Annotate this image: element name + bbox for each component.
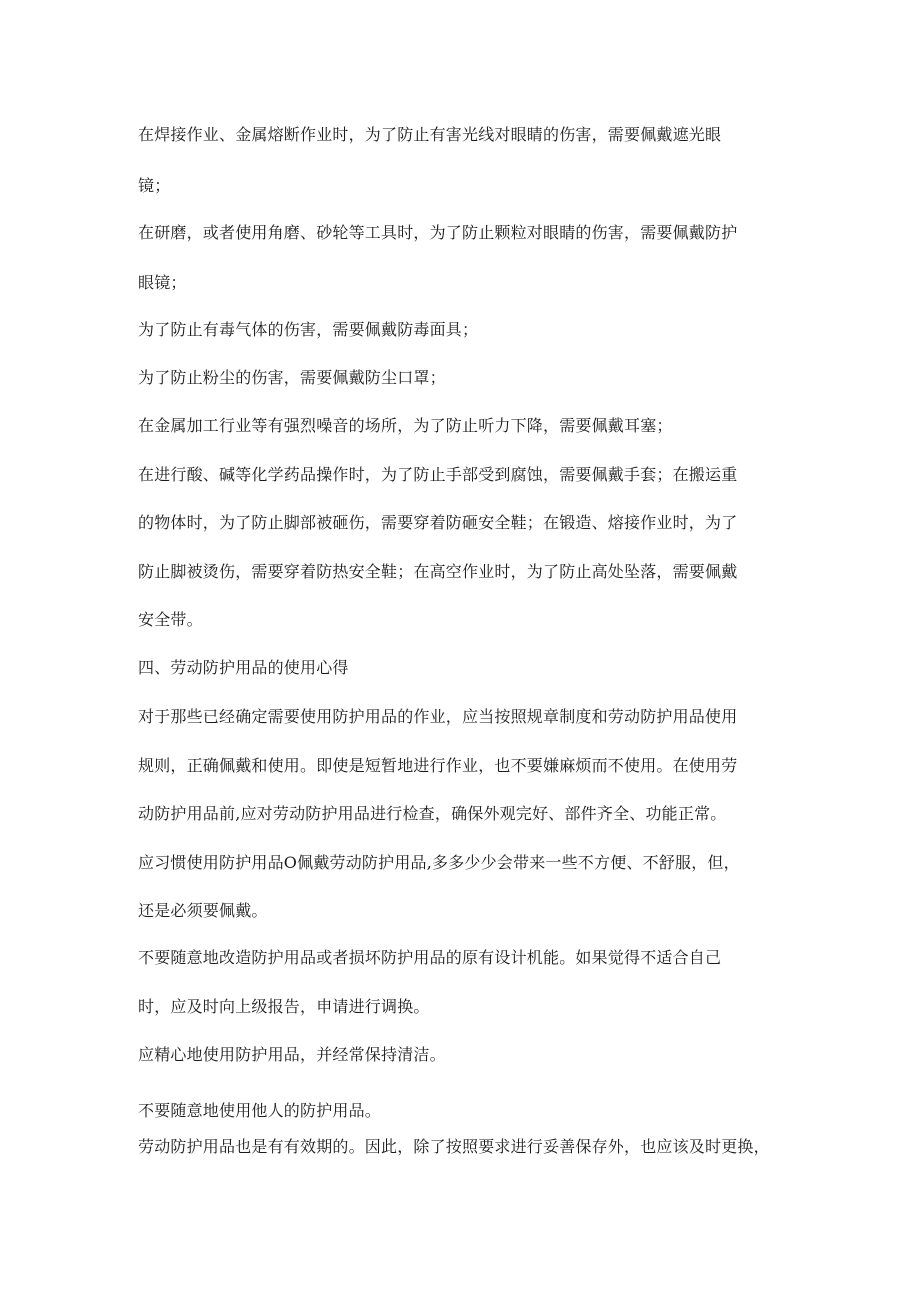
text-line-5: 为了防止有毒气体的伤害，需要佩戴防毒面具；: [138, 320, 479, 339]
text-line-4: 眼镜；: [138, 273, 187, 292]
text-line-15: 动防护用品前,应对劳动防护用品进行检查，确保外观完好、部件齐全、功能正常。: [138, 804, 727, 823]
text-line-6: 为了防止粉尘的伤害，需要佩戴防尘口罩；: [138, 368, 446, 387]
text-line-14: 规则，正确佩戴和使用。即使是短暂地进行作业，也不要嫌麻烦而不使用。在使用劳: [138, 756, 738, 775]
text-line-19: 时，应及时向上级报告，申请进行调换。: [138, 997, 430, 1016]
text-line-21: 不要随意地使用他人的防护用品。: [138, 1101, 382, 1120]
text-line-20: 应精心地使用防护用品，并经常保持清洁。: [138, 1045, 446, 1064]
text-line-22: 劳动防护用品也是有有效期的。因此，除了按照要求进行妥善保存外，也应该及时更换，: [138, 1137, 770, 1156]
section-heading: 四、劳动防护用品的使用心得: [138, 658, 349, 677]
text-line-9: 的物体时，为了防止脚部被砸伤，需要穿着防砸安全鞋；在锻造、熔接作业时，为了: [138, 513, 738, 532]
text-line-7: 在金属加工行业等有强烈噪音的场所，为了防止听力下降，需要佩戴耳塞；: [138, 416, 673, 435]
text-line-8: 在进行酸、碱等化学药品操作时，为了防止手部受到腐蚀，需要佩戴手套；在搬运重: [138, 465, 738, 484]
text-line-3: 在研磨，或者使用角磨、砂轮等工具时，为了防止颗粒对眼睛的伤害，需要佩戴防护: [138, 223, 738, 242]
text-line-13: 对于那些已经确定需要使用防护用品的作业，应当按照规章制度和劳动防护用品使用: [138, 707, 738, 726]
text-line-18: 不要随意地改造防护用品或者损坏防护用品的原有设计机能。如果觉得不适合自己: [138, 948, 722, 967]
text-line-17: 还是必须要佩戴。: [138, 901, 268, 920]
text-line-10: 防止脚被烫伤，需要穿着防热安全鞋；在高空作业时，为了防止高处坠落，需要佩戴: [138, 562, 738, 581]
text-line-11: 安全带。: [138, 610, 203, 629]
text-line-2: 镜；: [138, 176, 171, 195]
text-line-1: 在焊接作业、金属熔断作业时，为了防止有害光线对眼睛的伤害，需要佩戴遮光眼: [138, 125, 722, 144]
text-line-16: 应习惯使用防护用品O佩戴劳动防护用品,多多少少会带来一些不方便、不舒服，但，: [138, 853, 740, 872]
